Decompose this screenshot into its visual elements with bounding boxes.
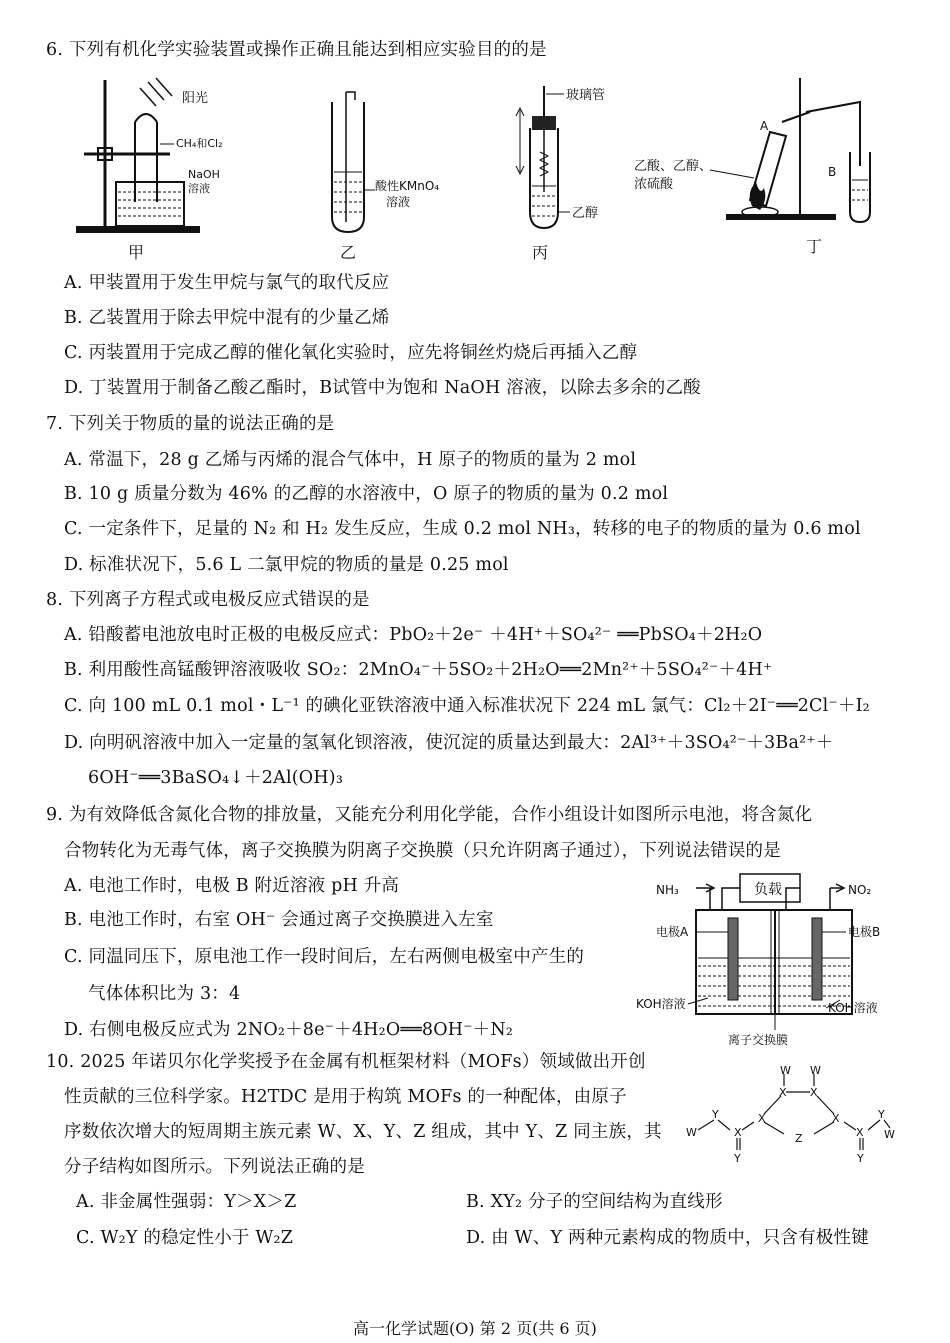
atom-w-top-left: W <box>780 1064 791 1077</box>
caption-yi: 乙 <box>340 243 357 262</box>
atom-y-left: Y <box>712 1108 719 1121</box>
caption-jia: 甲 <box>128 243 145 262</box>
apparatus-ding <box>634 78 870 256</box>
q7-option-d: D. 标准状况下，5.6 L 二氯甲烷的物质的量是 0.25 mol <box>64 555 509 575</box>
atom-w-top-right: W <box>810 1064 821 1077</box>
q6-option-b: B. 乙装置用于除去甲烷中混有的少量乙烯 <box>64 308 390 328</box>
q10-stem-line2: 性贡献的三位科学家。H2TDC 是用于构筑 MOFs 的一种配体，由原子 <box>64 1087 627 1107</box>
electrode-b-label: 电极B <box>848 925 881 939</box>
q8-option-b: B. 利用酸性高锰酸钾溶液吸收 SO₂：2MnO₄⁻＋5SO₂＋2H₂O══2Mn²⁺＋5SO₄²⁻＋4H⁺ <box>64 660 773 680</box>
ding-mixture-label: 乙酸、乙醇、 <box>634 159 713 174</box>
apparatus-bing <box>516 86 605 262</box>
q10-option-b: B. XY₂ 分子的空间结构为直线形 <box>466 1192 723 1212</box>
membrane-label: 离子交换膜 <box>728 1033 789 1047</box>
q9-stem-line2: 合物转化为无毒气体，离子交换膜为阴离子交换膜（只允许阴离子通过），下列说法错误的是 <box>64 841 781 861</box>
apparatus-yi <box>332 92 439 262</box>
koh-left-label: KOH溶液 <box>636 997 686 1011</box>
q9-option-b: B. 电池工作时，右室 OH⁻ 会通过离子交换膜进入左室 <box>64 910 494 930</box>
load-label: 负载 <box>754 882 782 898</box>
bing-ethanol-label: 乙醇 <box>572 206 599 221</box>
q10-stem-line1: 10. 2025 年诺贝尔化学奖授予在金属有机框架材料（MOFs）领域做出开创 <box>46 1052 646 1072</box>
q8-option-c: C. 向 100 mL 0.1 mol・L⁻¹ 的碘化亚铁溶液中通入标准状况下 224 mL 氯气：Cl₂＋2I⁻══2Cl⁻＋I₂ <box>64 696 870 716</box>
no2-label: NO₂ <box>848 883 872 897</box>
q9-option-c-continued: 气体体积比为 3：4 <box>88 984 241 1004</box>
q9-battery-figure <box>636 870 900 1050</box>
q7-stem: 7. 下列关于物质的量的说法正确的是 <box>46 414 335 434</box>
yi-reagent-label: 酸性KMnO₄ <box>375 179 440 193</box>
atom-y-bottom-left: Y <box>734 1152 741 1165</box>
atom-x-top-left: X <box>779 1086 787 1099</box>
q10-structure-figure <box>684 1064 896 1168</box>
atom-y-bottom-right: Y <box>857 1152 864 1165</box>
q9-option-d: D. 右侧电极反应式为 2NO₂＋8e⁻＋4H₂O══8OH⁻＋N₂ <box>64 1020 514 1040</box>
atom-w-left: W <box>686 1126 697 1139</box>
q6-stem: 6. 下列有机化学实验装置或操作正确且能达到相应实验目的的是 <box>46 40 547 60</box>
page-footer: 高一化学试题(O) 第 2 页(共 6 页) <box>353 1319 597 1338</box>
ding-a-label: A <box>760 119 769 133</box>
q8-stem: 8. 下列离子方程式或电极反应式错误的是 <box>46 590 370 610</box>
atom-x-left: X <box>734 1126 742 1139</box>
q7-option-c: C. 一定条件下，足量的 N₂ 和 H₂ 发生反应，生成 0.2 mol NH₃，转移的电子的物质的量为 0.6 mol <box>64 519 861 539</box>
atom-y-right: Y <box>878 1108 885 1121</box>
q6-option-d: D. 丁装置用于制备乙酸乙酯时，B试管中为饱和 NaOH 溶液，以除去多余的乙酸 <box>64 378 701 398</box>
q9-option-c: C. 同温同压下，原电池工作一段时间后，左右两侧电极室中产生的 <box>64 947 585 967</box>
q10-option-a: A. 非金属性强弱：Y＞X＞Z <box>76 1192 297 1212</box>
jia-solution-label: 溶液 <box>188 182 210 195</box>
jia-gas-label: CH₄和Cl₂ <box>176 137 223 150</box>
caption-bing: 丙 <box>532 243 549 262</box>
q7-option-a: A. 常温下，28 g 乙烯与丙烯的混合气体中，H 原子的物质的量为 2 mol <box>64 450 637 470</box>
q10-option-d: D. 由 W、Y 两种元素构成的物质中，只含有极性键 <box>466 1228 869 1248</box>
atom-z: Z <box>795 1132 803 1145</box>
q8-option-d-continued: 6OH⁻══3BaSO₄↓＋2Al(OH)₃ <box>88 768 344 788</box>
q6-option-c: C. 丙装置用于完成乙醇的催化氧化实验时，应先将铜丝灼烧后再插入乙醇 <box>64 343 638 363</box>
q10-stem-line4: 分子结构如图所示。下列说法正确的是 <box>64 1157 365 1177</box>
koh-right-label: KOH溶液 <box>828 1001 878 1015</box>
atom-x-right: X <box>856 1126 864 1139</box>
jia-sunlight-label: 阳光 <box>182 91 209 106</box>
q10-stem-line3: 序数依次增大的短周期主族元素 W、X、Y、Z 组成，其中 Y、Z 同主族，其 <box>64 1122 662 1142</box>
yi-solution-label: 溶液 <box>386 195 411 209</box>
q9-option-a: A. 电池工作时，电极 B 附近溶液 pH 升高 <box>64 876 400 896</box>
q7-option-b: B. 10 g 质量分数为 46% 的乙醇的水溶液中，O 原子的物质的量为 0.2 mol <box>64 484 669 504</box>
apparatus-jia <box>76 78 223 262</box>
ding-b-label: B <box>828 165 837 179</box>
electrode-a-label: 电极A <box>656 925 689 939</box>
q9-stem-line1: 9. 为有效降低含氮化合物的排放量，又能充分利用化学能，合作小组设计如图所示电池，将含氮化 <box>46 805 813 825</box>
atom-x-ring-left: X <box>758 1112 766 1125</box>
q6-option-a: A. 甲装置用于发生甲烷与氯气的取代反应 <box>64 273 390 293</box>
q10-option-c: C. W₂Y 的稳定性小于 W₂Z <box>76 1228 294 1248</box>
atom-x-top-right: X <box>810 1086 818 1099</box>
caption-ding: 丁 <box>806 237 823 256</box>
jia-naoh-label: NaOH <box>188 168 220 181</box>
q6-apparatus-figure <box>70 72 890 268</box>
nh3-label: NH₃ <box>656 883 679 897</box>
q8-option-d: D. 向明矾溶液中加入一定量的氢氧化钡溶液，使沉淀的质量达到最大：2Al³⁺＋3SO₄²⁻＋3Ba²⁺＋ <box>64 733 834 753</box>
q8-option-a: A. 铅酸蓄电池放电时正极的电极反应式：PbO₂＋2e⁻ ＋4H⁺＋SO₄²⁻ ══PbSO₄＋2H₂O <box>64 625 763 645</box>
atom-x-ring-right: X <box>832 1112 840 1125</box>
bing-tube-label: 玻璃管 <box>566 88 606 103</box>
atom-w-right: W <box>884 1128 895 1141</box>
ding-acid-label: 浓硫酸 <box>634 177 674 192</box>
